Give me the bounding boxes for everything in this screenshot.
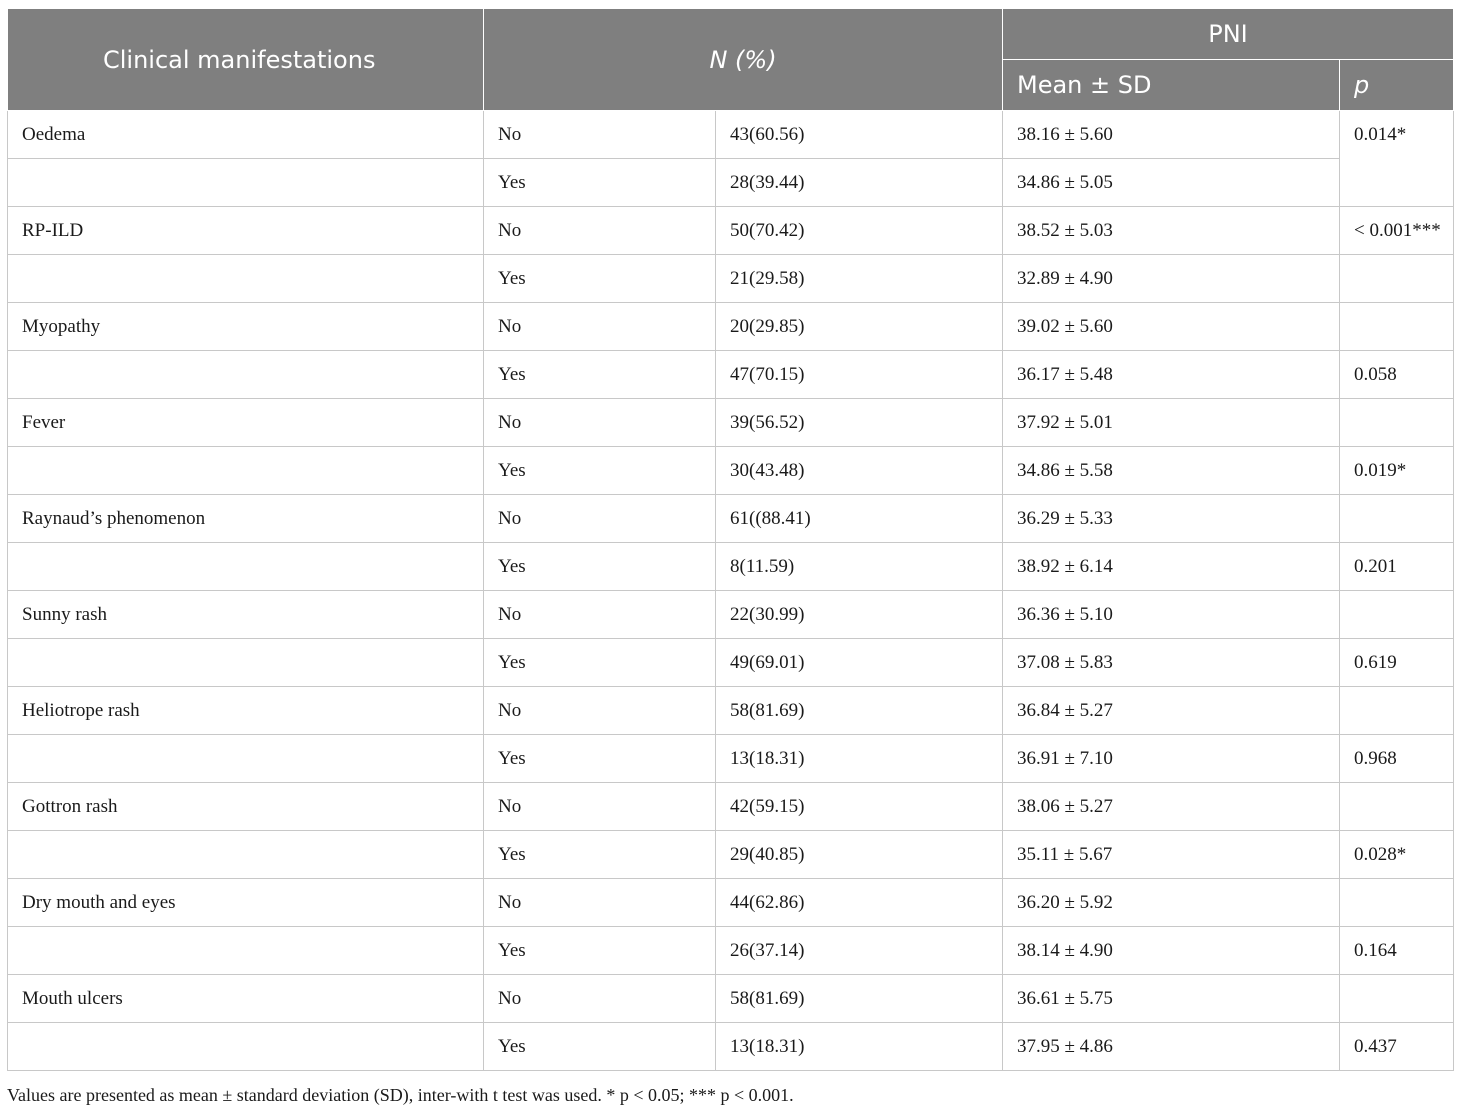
header-p-value: p <box>1340 60 1454 111</box>
mean-sd-no: 36.36 ± 5.10 <box>1003 591 1340 639</box>
group-label-yes: Yes <box>484 351 716 399</box>
table-row <box>8 783 1454 831</box>
n-percent-yes: 28(39.44) <box>716 159 1003 207</box>
table-row <box>8 399 1454 447</box>
row-name-empty <box>8 447 484 495</box>
p-value-cell <box>1340 399 1454 447</box>
group-label-yes: Yes <box>484 735 716 783</box>
n-percent-no: 39(56.52) <box>716 399 1003 447</box>
row-name: Raynaud’s phenomenon <box>8 495 484 543</box>
mean-sd-yes: 38.14 ± 4.90 <box>1003 927 1340 975</box>
n-percent-yes: 29(40.85) <box>716 831 1003 879</box>
p-value-cell <box>1340 879 1454 927</box>
table-row <box>8 927 1454 975</box>
row-name-empty <box>8 159 484 207</box>
group-label-no: No <box>484 495 716 543</box>
p-value-cell <box>1340 591 1454 639</box>
row-name: Dry mouth and eyes <box>8 879 484 927</box>
p-value-cell <box>1340 303 1454 351</box>
row-name-empty <box>8 255 484 303</box>
table-body <box>8 111 1454 1071</box>
mean-sd-yes: 38.92 ± 6.14 <box>1003 543 1340 591</box>
n-percent-yes: 8(11.59) <box>716 543 1003 591</box>
row-name: Mouth ulcers <box>8 975 484 1023</box>
table-row <box>8 591 1454 639</box>
row-name: Sunny rash <box>8 591 484 639</box>
n-percent-no: 58(81.69) <box>716 687 1003 735</box>
header-pni: PNI <box>1003 9 1454 60</box>
group-label-yes: Yes <box>484 831 716 879</box>
group-label-no: No <box>484 975 716 1023</box>
n-percent-no: 61((88.41) <box>716 495 1003 543</box>
row-name: RP-ILD <box>8 207 484 255</box>
group-label-no: No <box>484 879 716 927</box>
n-percent-no: 42(59.15) <box>716 783 1003 831</box>
p-value-cell: 0.968 <box>1340 735 1454 783</box>
group-label-no: No <box>484 303 716 351</box>
row-name-empty <box>8 735 484 783</box>
table-row <box>8 1023 1454 1071</box>
table-row <box>8 303 1454 351</box>
table-row <box>8 255 1454 303</box>
p-value-cell: 0.019* <box>1340 447 1454 495</box>
mean-sd-yes: 32.89 ± 4.90 <box>1003 255 1340 303</box>
mean-sd-no: 36.29 ± 5.33 <box>1003 495 1340 543</box>
mean-sd-no: 38.06 ± 5.27 <box>1003 783 1340 831</box>
table-row <box>8 735 1454 783</box>
group-label-no: No <box>484 207 716 255</box>
group-label-no: No <box>484 111 716 159</box>
p-value-cell <box>1340 255 1454 303</box>
row-name: Oedema <box>8 111 484 159</box>
p-value-cell: 0.028* <box>1340 831 1454 879</box>
results-table-container <box>7 8 1453 1071</box>
mean-sd-no: 36.84 ± 5.27 <box>1003 687 1340 735</box>
table-header <box>8 9 1454 111</box>
mean-sd-yes: 34.86 ± 5.58 <box>1003 447 1340 495</box>
p-value-cell <box>1340 975 1454 1023</box>
mean-sd-yes: 35.11 ± 5.67 <box>1003 831 1340 879</box>
n-percent-yes: 13(18.31) <box>716 735 1003 783</box>
table-row <box>8 543 1454 591</box>
mean-sd-yes: 34.86 ± 5.05 <box>1003 159 1340 207</box>
group-label-no: No <box>484 783 716 831</box>
mean-sd-yes: 36.91 ± 7.10 <box>1003 735 1340 783</box>
table-row <box>8 447 1454 495</box>
n-percent-no: 50(70.42) <box>716 207 1003 255</box>
table-row <box>8 111 1454 159</box>
n-percent-yes: 21(29.58) <box>716 255 1003 303</box>
table-row <box>8 975 1454 1023</box>
n-percent-no: 20(29.85) <box>716 303 1003 351</box>
row-name-empty <box>8 639 484 687</box>
p-value-cell: 0.014* <box>1340 111 1454 207</box>
group-label-no: No <box>484 687 716 735</box>
mean-sd-no: 39.02 ± 5.60 <box>1003 303 1340 351</box>
table-row <box>8 639 1454 687</box>
group-label-yes: Yes <box>484 255 716 303</box>
header-n-percent: N (%) <box>484 9 1003 111</box>
group-label-yes: Yes <box>484 639 716 687</box>
table-row <box>8 159 1454 207</box>
table-row <box>8 351 1454 399</box>
table-row <box>8 687 1454 735</box>
row-name: Gottron rash <box>8 783 484 831</box>
mean-sd-no: 36.61 ± 5.75 <box>1003 975 1340 1023</box>
group-label-no: No <box>484 591 716 639</box>
header-clinical-manifestations: Clinical manifestations <box>8 9 484 111</box>
p-value-cell <box>1340 783 1454 831</box>
group-label-no: No <box>484 399 716 447</box>
row-name-empty <box>8 927 484 975</box>
row-name: Myopathy <box>8 303 484 351</box>
row-name-empty <box>8 1023 484 1071</box>
n-percent-no: 44(62.86) <box>716 879 1003 927</box>
results-table <box>7 8 1454 1071</box>
n-percent-no: 58(81.69) <box>716 975 1003 1023</box>
table-row <box>8 831 1454 879</box>
table-row <box>8 207 1454 255</box>
row-name-empty <box>8 543 484 591</box>
mean-sd-no: 36.20 ± 5.92 <box>1003 879 1340 927</box>
table-row <box>8 879 1454 927</box>
row-name-empty <box>8 831 484 879</box>
group-label-yes: Yes <box>484 927 716 975</box>
group-label-yes: Yes <box>484 447 716 495</box>
p-value-cell: 0.437 <box>1340 1023 1454 1071</box>
p-value-cell: 0.058 <box>1340 351 1454 399</box>
table-row <box>8 495 1454 543</box>
group-label-yes: Yes <box>484 543 716 591</box>
mean-sd-yes: 36.17 ± 5.48 <box>1003 351 1340 399</box>
n-percent-yes: 13(18.31) <box>716 1023 1003 1071</box>
mean-sd-no: 37.92 ± 5.01 <box>1003 399 1340 447</box>
n-percent-no: 22(30.99) <box>716 591 1003 639</box>
mean-sd-yes: 37.08 ± 5.83 <box>1003 639 1340 687</box>
p-value-cell: 0.164 <box>1340 927 1454 975</box>
p-value-cell <box>1340 687 1454 735</box>
row-name-empty <box>8 351 484 399</box>
group-label-yes: Yes <box>484 159 716 207</box>
row-name: Fever <box>8 399 484 447</box>
n-percent-yes: 30(43.48) <box>716 447 1003 495</box>
mean-sd-no: 38.52 ± 5.03 <box>1003 207 1340 255</box>
p-value-cell: < 0.001*** <box>1340 207 1454 255</box>
mean-sd-no: 38.16 ± 5.60 <box>1003 111 1340 159</box>
row-name: Heliotrope rash <box>8 687 484 735</box>
n-percent-yes: 26(37.14) <box>716 927 1003 975</box>
header-mean-sd: Mean ± SD <box>1003 60 1340 111</box>
n-percent-yes: 47(70.15) <box>716 351 1003 399</box>
table-footnote: Values are presented as mean ± standard deviation (SD), inter-with t test was used. * p < 0.05; *** p < 0.001. <box>7 1085 794 1105</box>
p-value-cell: 0.201 <box>1340 543 1454 591</box>
p-value-cell <box>1340 495 1454 543</box>
n-percent-yes: 49(69.01) <box>716 639 1003 687</box>
p-value-cell: 0.619 <box>1340 639 1454 687</box>
group-label-yes: Yes <box>484 1023 716 1071</box>
n-percent-no: 43(60.56) <box>716 111 1003 159</box>
mean-sd-yes: 37.95 ± 4.86 <box>1003 1023 1340 1071</box>
